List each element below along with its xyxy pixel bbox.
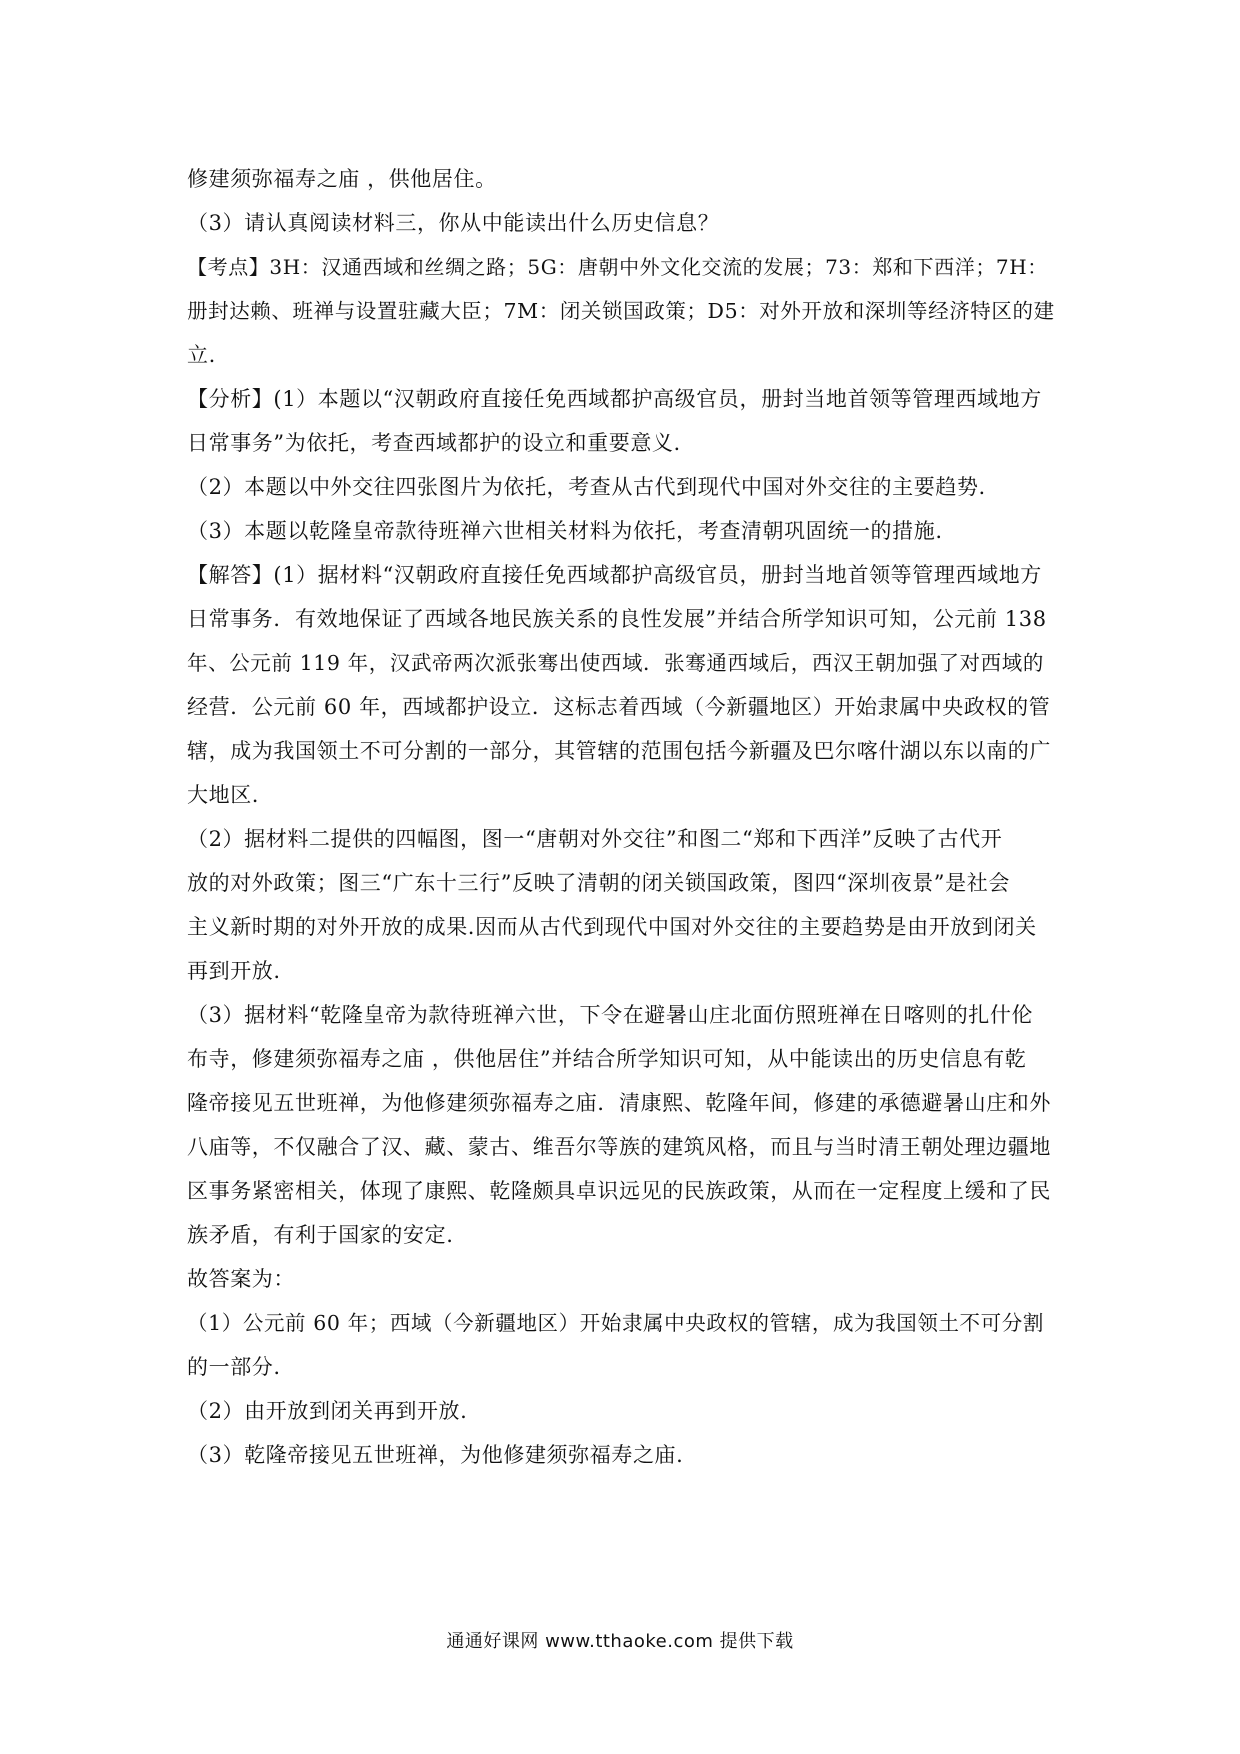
page-footer: 通通好课网 www.tthaoke.com 提供下载 bbox=[446, 1631, 794, 1652]
text-line: 区事务紧密相关，体现了康熙、乾隆颇具卓识远见的民族政策，从而在一定程度上缓和了民 bbox=[187, 1179, 1051, 1203]
text-line: 立. bbox=[187, 343, 216, 367]
text-line: 布寺，修建须弥福寿之庙 ，供他居住”并结合所学知识可知，从中能读出的历史信息有乾 bbox=[187, 1047, 1027, 1071]
text-line: 年、公元前 119 年，汉武帝两次派张骞出使西域．张骞通西域后，西汉王朝加强了对西域的 bbox=[187, 651, 1044, 675]
text-line: 再到开放. bbox=[187, 959, 281, 983]
text-line: 主义新时期的对外开放的成果.因而从古代到现代中国对外交往的主要趋势是由开放到闭关 bbox=[187, 915, 1037, 939]
text-line: （2）由开放到闭关再到开放. bbox=[187, 1399, 468, 1423]
text-line: 八庙等，不仅融合了汉、藏、蒙古、维吾尔等族的建筑风格，而且与当时清王朝处理边疆地 bbox=[187, 1135, 1051, 1159]
text-line: （2）本题以中外交往四张图片为依托，考查从古代到现代中国对外交往的主要趋势. bbox=[187, 475, 986, 499]
text-line: 辖，成为我国领土不可分割的一部分，其管辖的范围包括今新疆及巴尔喀什湖以东以南的广 bbox=[187, 739, 1051, 763]
text-line: （3）据材料“乾隆皇帝为款待班禅六世，下令在避暑山庄北面仿照班禅在日喀则的扎什伦 bbox=[187, 1003, 1034, 1027]
text-line: 【考点】3H：汉通西域和丝绸之路；5G：唐朝中外文化交流的发展；73：郑和下西洋；7H： bbox=[187, 255, 1048, 279]
text-line: 册封达赖、班禅与设置驻藏大臣；7M：闭关锁国政策；D5：对外开放和深圳等经济特区的建 bbox=[187, 299, 1055, 323]
text-line: 的一部分. bbox=[187, 1355, 281, 1379]
text-line: （3）乾隆帝接见五世班禅，为他修建须弥福寿之庙. bbox=[187, 1443, 684, 1467]
text-line: （1）公元前 60 年；西域（今新疆地区）开始隶属中央政权的管辖，成为我国领土不可分割 bbox=[187, 1311, 1044, 1335]
text-line: （3）请认真阅读材料三，你从中能读出什么历史信息？ bbox=[187, 211, 720, 235]
text-line: 族矛盾，有利于国家的安定. bbox=[187, 1223, 454, 1247]
text-line: 故答案为： bbox=[187, 1267, 295, 1291]
text-line: （2）据材料二提供的四幅图，图一“唐朝对外交往”和图二“郑和下西洋”反映了古代开 bbox=[187, 827, 1003, 851]
document-body bbox=[187, 157, 1055, 1477]
text-line: 修建须弥福寿之庙 ，供他居住。 bbox=[187, 167, 497, 191]
text-line: 放的对外政策；图三“广东十三行”反映了清朝的闭关锁国政策，图四“深圳夜景”是社会 bbox=[187, 871, 1010, 895]
text-line: 日常事务”为依托，考查西域都护的设立和重要意义. bbox=[187, 431, 681, 455]
text-line: 【解答】(1）据材料“汉朝政府直接任免西域都护高级官员，册封当地首领等管理西域地方 bbox=[187, 563, 1042, 587]
text-line: 隆帝接见五世班禅，为他修建须弥福寿之庙．清康熙、乾隆年间，修建的承德避暑山庄和外 bbox=[187, 1091, 1051, 1115]
text-line: 日常事务．有效地保证了西域各地民族关系的良性发展”并结合所学知识可知，公元前 138 bbox=[187, 607, 1047, 631]
text-line: （3）本题以乾隆皇帝款待班禅六世相关材料为依托，考查清朝巩固统一的措施. bbox=[187, 519, 943, 543]
text-line: 经营．公元前 60 年，西域都护设立．这标志着西域（今新疆地区）开始隶属中央政权的管 bbox=[187, 695, 1051, 719]
text-line: 【分析】(1）本题以“汉朝政府直接任免西域都护高级官员，册封当地首领等管理西域地方 bbox=[187, 387, 1042, 411]
text-line: 大地区. bbox=[187, 783, 260, 807]
